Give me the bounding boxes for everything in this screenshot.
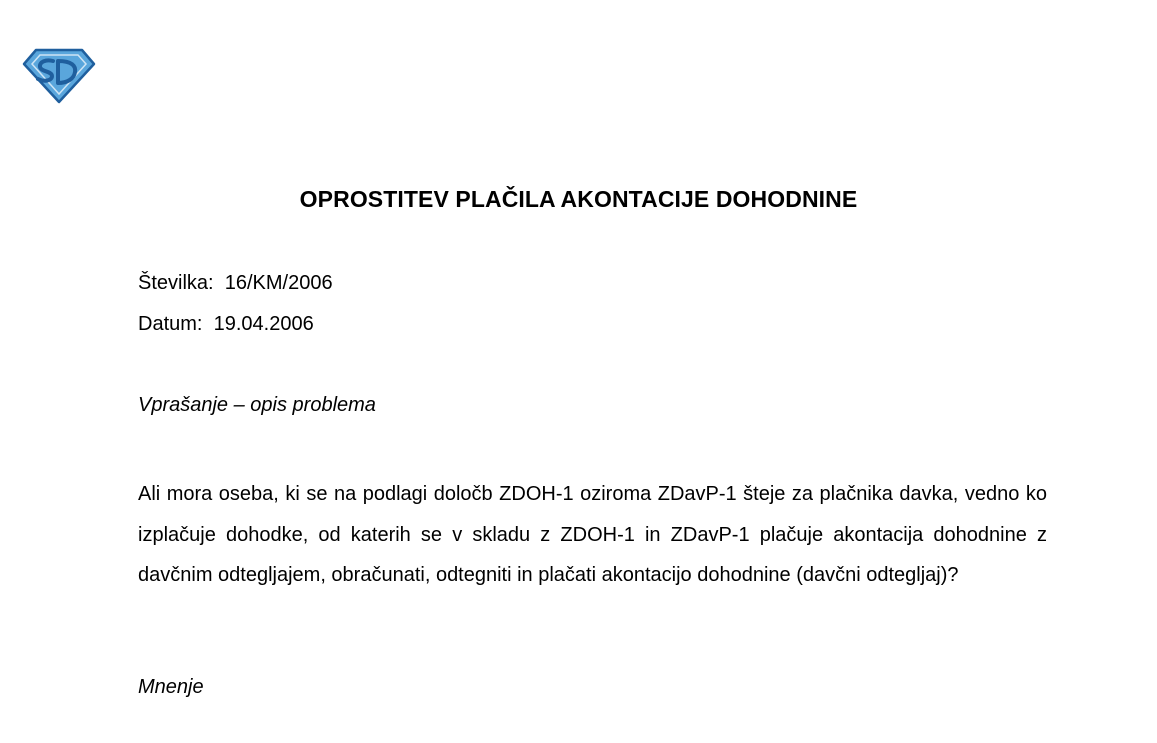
document-title: OPROSTITEV PLAČILA AKONTACIJE DOHODNINE (299, 186, 858, 212)
document-date-line (138, 313, 314, 336)
document-number-value: 16/KM/2006 (224, 272, 333, 294)
question-heading: Vprašanje – opis problema (138, 394, 376, 416)
question-paragraph: Ali mora oseba, ki se na podlagi določb ZDOH-1 oziroma ZDavP-1 šteje za plačnika davka, vedno ko izplačuje dohodke, od katerih se v skladu z ZDOH-1 in ZDavP-1 plačuje akontacija dohodnine z davčnim odtegljajem, obračunati, odtegniti in plačati akontacijo dohodnine (davčni odtegljaj)? (138, 483, 1047, 586)
document-date-value: 19.04.2006 (213, 313, 314, 335)
opinion-heading: Mnenje (138, 676, 204, 698)
company-logo (22, 48, 96, 104)
document-date-label: Datum: (138, 313, 203, 335)
document-number-line (138, 272, 333, 295)
document-number-label: Številka: (138, 272, 214, 294)
diamond-shield-icon (22, 48, 96, 104)
